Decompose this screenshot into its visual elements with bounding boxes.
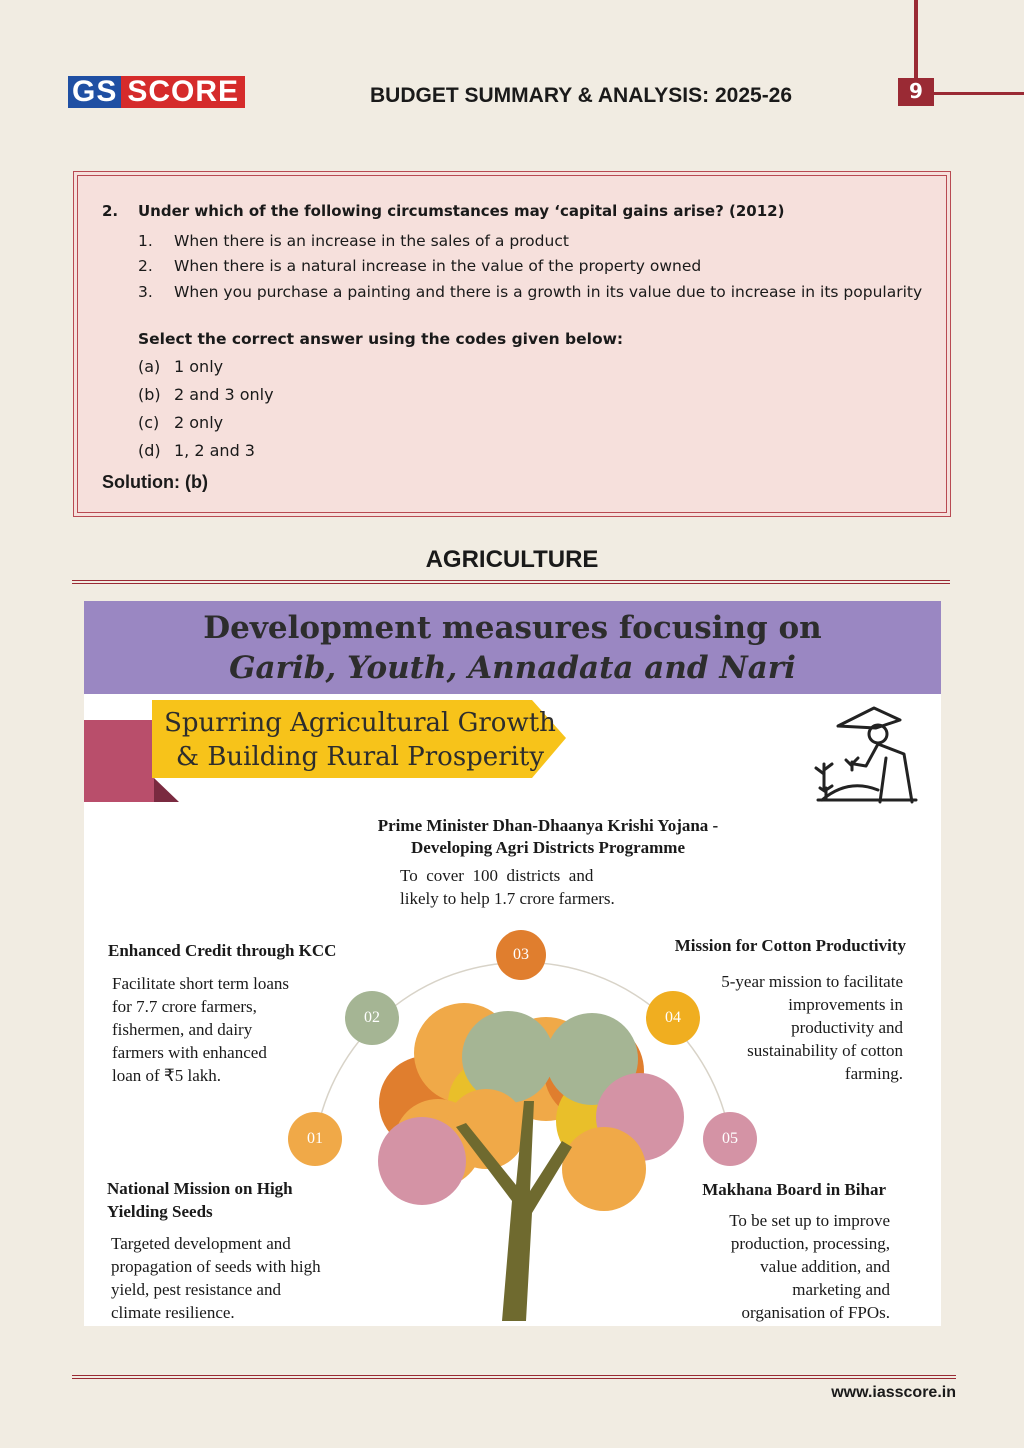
ribbon-line1: Spurring Agricultural Growth xyxy=(164,708,556,738)
statement-number: 3. xyxy=(138,283,153,301)
node-03: 03 xyxy=(496,930,546,980)
footer-url: www.iasscore.in xyxy=(831,1384,956,1401)
gs-score-logo xyxy=(68,76,245,108)
statement-text: When you purchase a painting and there is a growth in its value due to increase in its popularity xyxy=(174,283,923,301)
pm-scheme-title-line2: Developing Agri Districts Programme xyxy=(411,838,685,857)
seeds-title-line1: National Mission on High xyxy=(107,1179,293,1198)
option-text: 1, 2 and 3 xyxy=(174,441,255,460)
kcc-line: Facilitate short term loans xyxy=(112,974,290,993)
option-text: 2 and 3 only xyxy=(174,385,274,404)
makhana-line: production, processing, xyxy=(730,1234,890,1253)
banner-title-line2: Garib, Youth, Annadata and Nari xyxy=(229,650,796,686)
page-number: 9 xyxy=(898,78,934,106)
makhana-title: Makhana Board in Bihar xyxy=(702,1180,886,1199)
statement-text: When there is an increase in the sales of a product xyxy=(174,232,569,250)
option-label: (b) xyxy=(138,385,161,404)
solution-text: Solution: (b) xyxy=(102,472,208,492)
node-05: 05 xyxy=(703,1112,757,1166)
cotton-line: sustainability of cotton xyxy=(747,1041,903,1060)
makhana-line: organisation of FPOs. xyxy=(741,1303,890,1322)
statement-text: When there is a natural increase in the value of the property owned xyxy=(174,257,702,275)
seeds-line: climate resilience. xyxy=(111,1303,235,1322)
seeds-line: Targeted development and xyxy=(111,1234,291,1253)
section-divider xyxy=(72,583,950,584)
pm-scheme-title-line1: Prime Minister Dhan-Dhaanya Krishi Yojana - xyxy=(377,816,719,835)
seeds-line: propagation of seeds with high xyxy=(111,1257,321,1276)
kcc-title: Enhanced Credit through KCC xyxy=(108,941,337,960)
option-label: (d) xyxy=(138,441,161,460)
pm-scheme-body-line2: likely to help 1.7 crore farmers. xyxy=(400,889,615,908)
node-04: 04 xyxy=(646,991,700,1045)
footer-divider xyxy=(72,1378,956,1379)
cotton-line: productivity and xyxy=(791,1018,903,1037)
kcc-line: fishermen, and dairy xyxy=(112,1020,253,1039)
question-number: 2. xyxy=(102,202,119,220)
footer-divider xyxy=(72,1375,956,1376)
option-text: 2 only xyxy=(174,413,224,432)
makhana-line: value addition, and xyxy=(760,1257,890,1276)
pm-scheme-body-line1: To cover 100 districts and xyxy=(400,866,594,885)
makhana-line: To be set up to improve xyxy=(729,1211,890,1230)
section-title: AGRICULTURE xyxy=(425,546,599,573)
seeds-line: yield, pest resistance and xyxy=(111,1280,281,1299)
statement-number: 2. xyxy=(138,257,153,275)
makhana-line: marketing and xyxy=(792,1280,890,1299)
node-01: 01 xyxy=(288,1112,342,1166)
option-label: (c) xyxy=(138,413,160,432)
statement-number: 1. xyxy=(138,232,153,250)
cotton-title: Mission for Cotton Productivity xyxy=(674,936,906,955)
question-text: Under which of the following circumstances may ‘capital gains arise? (2012) xyxy=(138,202,785,220)
kcc-line: for 7.7 crore farmers, xyxy=(112,997,257,1016)
kcc-line: loan of ₹5 lakh. xyxy=(112,1066,222,1085)
seeds-title-line2: Yielding Seeds xyxy=(107,1202,213,1221)
option-label: (a) xyxy=(138,357,161,376)
cotton-line: 5-year mission to facilitate xyxy=(721,972,903,991)
option-text: 1 only xyxy=(174,357,224,376)
banner-title-line1: Development measures focusing on xyxy=(203,610,822,646)
cotton-line: improvements in xyxy=(788,995,903,1014)
header-vertical-line xyxy=(914,0,918,82)
kcc-line: farmers with enhanced xyxy=(112,1043,267,1062)
ribbon-line2: & Building Rural Prosperity xyxy=(175,742,545,772)
logo-gs: GS xyxy=(68,76,121,108)
node-02: 02 xyxy=(345,991,399,1045)
logo-score: SCORE xyxy=(121,76,245,108)
select-prompt: Select the correct answer using the codes given below: xyxy=(138,330,624,348)
section-divider xyxy=(72,580,950,581)
header-title: BUDGET SUMMARY & ANALYSIS: 2025-26 xyxy=(370,84,793,107)
cotton-line: farming. xyxy=(844,1064,903,1083)
